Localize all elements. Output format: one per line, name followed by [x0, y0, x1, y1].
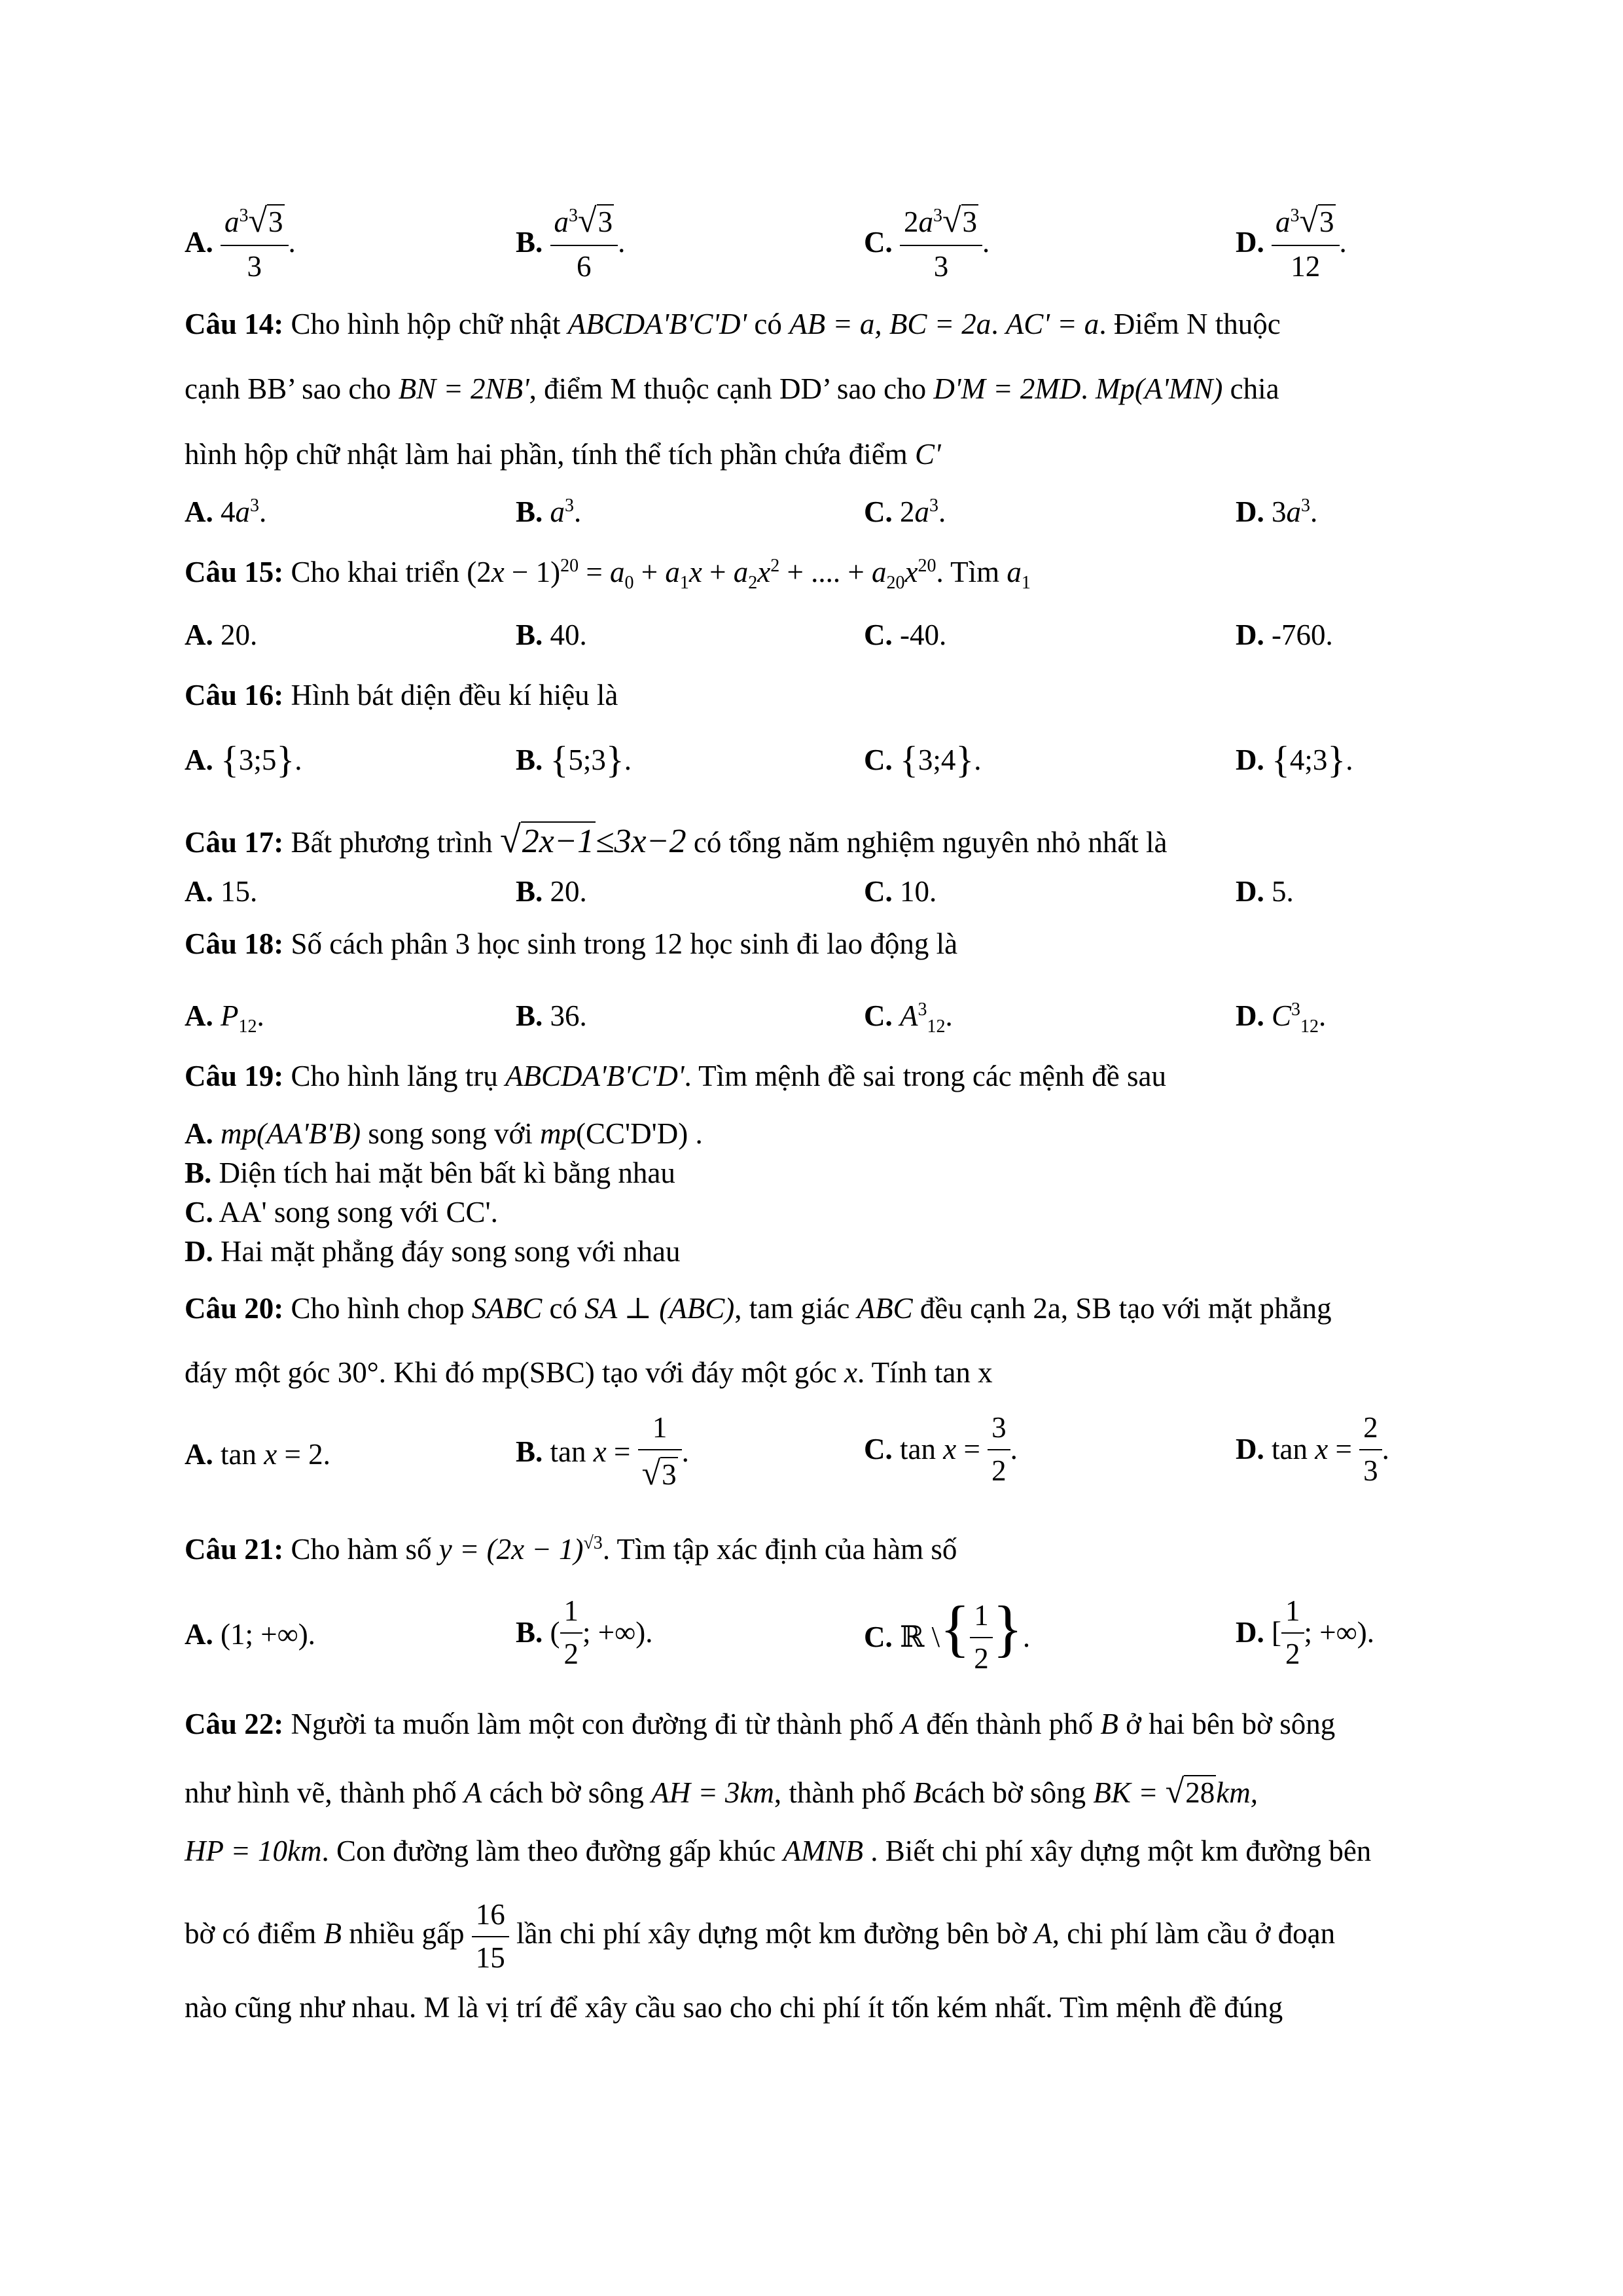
q18-option-c: C. $A^3_{12}$. [864, 999, 953, 1037]
q14-line-2: cạnh BB’ sao cho BN = 2NB', điểm M thuộc cạnh DD’ sao cho D'M = 2MD. Mp(A'MN) chia [185, 372, 1279, 405]
q13-option-b: B. $\frac{a^3√3}{6}$ . [516, 202, 626, 283]
q17-option-b: B. 20. [516, 875, 587, 908]
q14-option-b: B. $a^3$. [516, 495, 582, 528]
q17-option-c: C. 10. [864, 875, 937, 908]
q15-line-1: Câu 15: Cho khai triển $(2x - 1)^{20} = a_0 + a_1x + a_2x^2$ + .... + $a_{20}x^{20}$. Tìm $a_1$ [185, 556, 1031, 593]
q18-line-1: Câu 18: Số cách phân 3 học sinh trong 12 học sinh đi lao động là [185, 927, 958, 960]
q22-line-4: bờ có điểm B nhiều gấp $\frac{16}{15}$ lần chi phí xây dựng một km đường bên bờ A, chi phí làm cầu ở đoạn [185, 1898, 1336, 1974]
q19-option-a: A. mp(AA'B'B) song song với mp(CC'D'D) . [185, 1117, 703, 1150]
q17-option-d: D. 5. [1236, 875, 1294, 908]
q21-option-b: B. ( $\frac{1}{2}$ ; +∞). [516, 1594, 653, 1670]
q20-option-a: A. tan x = 2. [185, 1438, 330, 1471]
q14-option-d: D. $3a^3$. [1236, 495, 1318, 528]
q16-line-1: Câu 16: Hình bát diện đều kí hiệu là [185, 679, 618, 711]
q15-option-a: A. 20. [185, 619, 258, 651]
q20-line-1: Câu 20: Cho hình chop SABC có SA ⊥ (ABC), tam giác ABC đều cạnh 2a, SB tạo với mặt phẳng [185, 1292, 1332, 1325]
q16-option-d: D. {4;3}. [1236, 738, 1353, 781]
q22-line-5: nào cũng như nhau. M là vị trí để xây cầu sao cho chi phí ít tốn kém nhất. Tìm mệnh đề đúng [185, 1991, 1283, 2024]
q21-option-a: A. (1; +∞). [185, 1618, 315, 1651]
q21-option-d: D. [ $\frac{1}{2}$ ; +∞). [1236, 1594, 1374, 1670]
q19-option-b: B. Diện tích hai mặt bên bất kì bằng nhau [185, 1157, 675, 1189]
q21-line-1: Câu 21: Cho hàm số $y = (2x - 1)^{√3}$. Tìm tập xác định của hàm số [185, 1533, 957, 1566]
q15-option-d: D. -760. [1236, 619, 1333, 651]
q22-line-1: Câu 22: Người ta muốn làm một con đường đi từ thành phố A đến thành phố B ở hai bên bờ sông [185, 1708, 1336, 1740]
q20-option-c: C. tan x = $\frac{3}{2}$ . [864, 1411, 1018, 1487]
q13-option-c: C. $\frac{2a^3√3}{3}$ . [864, 202, 990, 283]
q22-line-2: như hình vẽ, thành phố A cách bờ sông AH = 3km, thành phố Bcách bờ sông BK = √28km, [185, 1773, 1258, 1810]
q19-option-d: D. Hai mặt phẳng đáy song song với nhau [185, 1235, 681, 1268]
q16-option-b: B. {5;3}. [516, 738, 632, 781]
q20-option-d: D. tan x = $\frac{2}{3}$ . [1236, 1411, 1389, 1487]
q20-line-2: đáy một góc 30°. Khi đó mp(SBC) tạo với đáy một góc x. Tính tan x [185, 1356, 993, 1389]
q18-option-a: A. $P_{12}$. [185, 999, 264, 1037]
q15-option-c: C. -40. [864, 619, 947, 651]
q13-option-a: A. $\frac{a^3√3}{3}$ . [185, 202, 296, 283]
q17-line-1: Câu 17: Bất phương trình √2x−1≤3x−2 có tổng năm nghiệm nguyên nhỏ nhất là [185, 818, 1168, 861]
q15-option-b: B. 40. [516, 619, 587, 651]
q19-option-c: C. AA' song song với CC'. [185, 1196, 498, 1229]
q17-option-a: A. 15. [185, 875, 258, 908]
q21-option-c: C. ℝ \{ $\frac{1}{2}$ }. [864, 1593, 1031, 1675]
q14-option-c: C. $2a^3$. [864, 495, 946, 528]
q13-option-d: D. $\frac{a^3√3}{12}$ . [1236, 202, 1347, 283]
q14-option-a: A. $4a^3$. [185, 495, 267, 528]
q16-option-c: C. {3;4}. [864, 738, 982, 781]
q14-line-1: Câu 14: Cho hình hộp chữ nhật ABCDA'B'C'D' có AB = a, BC = 2a. AC' = a. Điểm N thuộc [185, 308, 1281, 340]
q19-line-1: Câu 19: Cho hình lăng trụ ABCDA'B'C'D'. Tìm mệnh đề sai trong các mệnh đề sau [185, 1060, 1166, 1092]
q18-option-b: B. 36. [516, 999, 587, 1032]
q15-expansion: $(2x - 1)^{20} = a_0 + a_1x + a_2x^2$ + .... + $a_{20}x^{20}$ [467, 556, 936, 593]
q18-option-d: D. $C^3_{12}$. [1236, 999, 1327, 1037]
q16-option-a: A. {3;5}. [185, 738, 302, 781]
q14-line-3: hình hộp chữ nhật làm hai phần, tính thể tích phần chứa điểm C' [185, 438, 941, 471]
q20-option-b: B. tan x = $\frac{1}{√3}$ . [516, 1411, 689, 1492]
q22-line-3: HP = 10km. Con đường làm theo đường gấp khúc AMNB . Biết chi phí xây dựng một km đường bên [185, 1835, 1372, 1867]
